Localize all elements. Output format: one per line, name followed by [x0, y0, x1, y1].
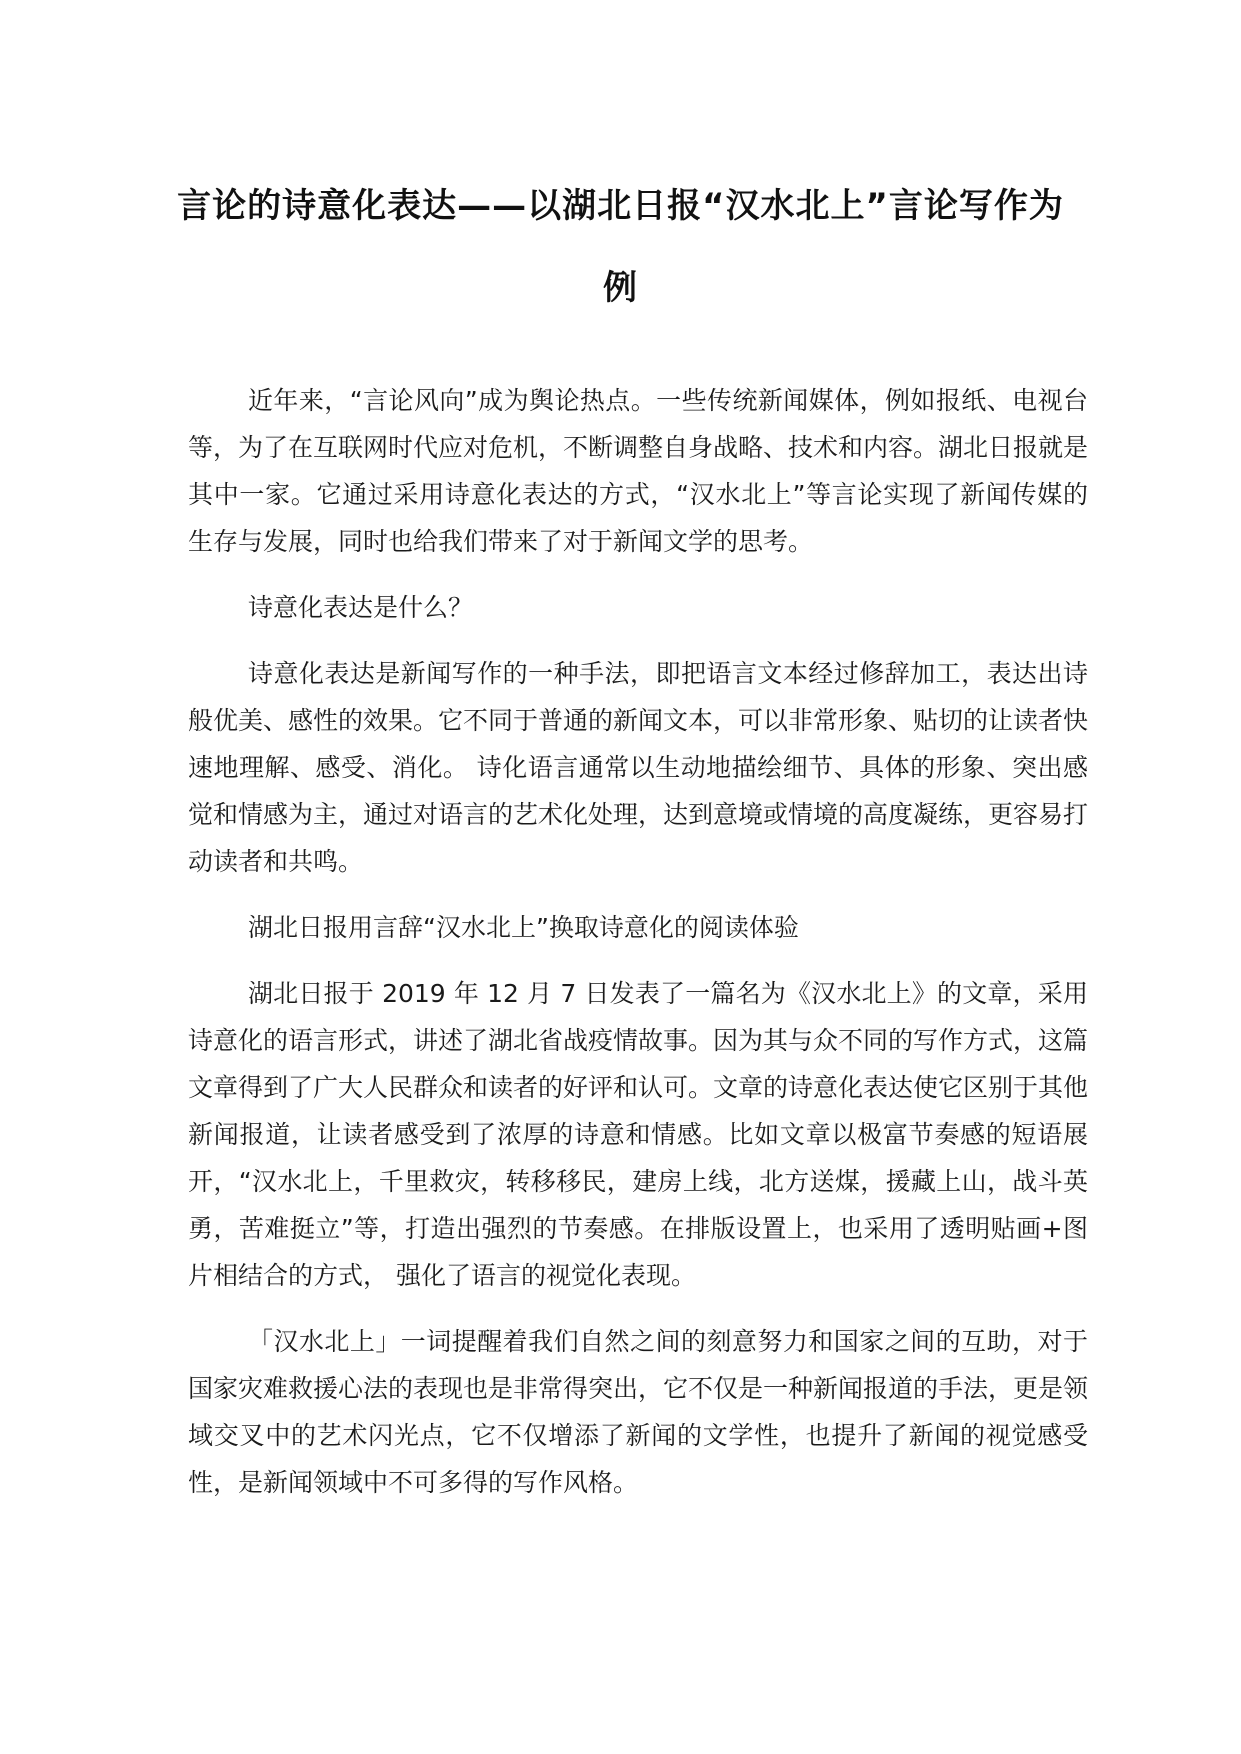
document-title: 言论的诗意化表达——以湖北日报“汉水北上”言论写作为例 — [177, 186, 1064, 308]
section-heading-what-is-poetic-expression: 诗意化表达是什么？ — [248, 593, 474, 622]
paragraph-definition: 诗意化表达是新闻写作的一种手法，即把语言文本经过修辞加工，表达出诗般优美、感性的效果。它不同于普通的新闻文本，可以非常形象、贴切的让读者快速地理解、感受、消化。 诗化语言通常以生动地描绘细节、具体的形象、突出感觉和情感为主，通过对语言的艺术化处理，达到意境或情境的高度凝练，更容易打动读者和共鸣。 — [188, 659, 1089, 876]
section-heading-hubei-daily: 湖北日报用言辞“汉水北上”换取诗意化的阅读体验 — [248, 913, 799, 942]
document-body — [188, 377, 1088, 1525]
paragraph-case-study: 湖北日报于 2019 年 12 月 7 日发表了一篇名为《汉水北上》的文章，采用诗意化的语言形式，讲述了湖北省战疫情故事。因为其与众不同的写作方式，这篇文章得到了广大人民群众和读者的好评和认可。文章的诗意化表达使它区别于其他新闻报道，让读者感受到了浓厚的诗意和情感。比如文章以极富节奏感的短语展开，“汉水北上，千里救灾，转移移民，建房上线，北方送煤，援藏上山，战斗英勇，苦难挺立”等，打造出强烈的节奏感。在排版设置上，也采用了透明贴画+图片相结合的方式， 强化了语言的视觉化表现。 — [188, 979, 1089, 1290]
paragraph-intro: 近年来，“言论风向”成为舆论热点。一些传统新闻媒体，例如报纸、电视台等，为了在互联网时代应对危机，不断调整自身战略、技术和内容。湖北日报就是其中一家。它通过采用诗意化表达的方式，“汉水北上”等言论实现了新闻传媒的生存与发展，同时也给我们带来了对于新闻文学的思考。 — [188, 386, 1089, 556]
paragraph-conclusion: 「汉水北上」一词提醒着我们自然之间的刻意努力和国家之间的互助，对于国家灾难救援心法的表现也是非常得突出，它不仅是一种新闻报道的手法，更是领域交叉中的艺术闪光点，它不仅增添了新闻的文学性，也提升了新闻的视觉感受性，是新闻领域中不可多得的写作风格。 — [188, 1327, 1089, 1497]
